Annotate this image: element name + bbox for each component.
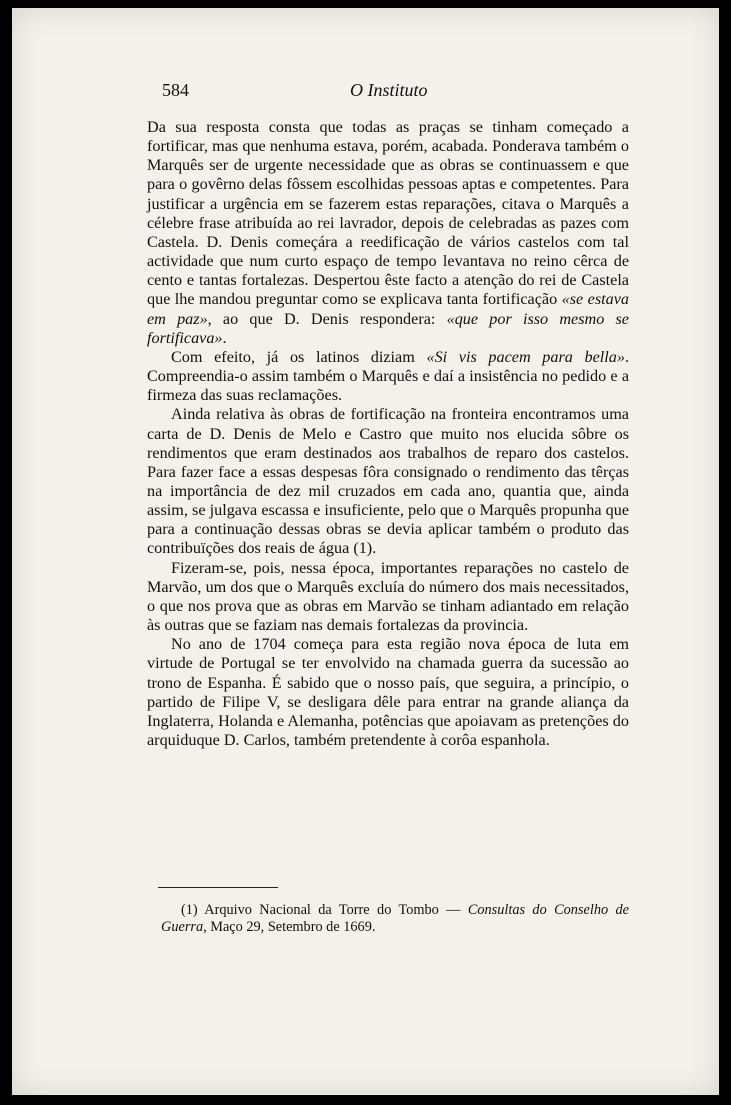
footnote-divider xyxy=(158,887,278,888)
body-text xyxy=(147,118,629,750)
page-number: 584 xyxy=(162,80,189,100)
footnote-source-title: Consultas do Conselho de Guerra, xyxy=(161,902,629,935)
footnote-text-a: (1) Arquivo Nacional da Torre do Tombo — xyxy=(181,902,468,918)
quote-que-por-isso-mesmo: «que por isso mesmo se fortificava» xyxy=(147,309,629,347)
running-title: O Instituto xyxy=(350,80,428,100)
paragraph-1 xyxy=(147,118,629,348)
paragraph-1-text-c: . xyxy=(222,328,227,347)
quote-se-estava-em-paz: «se estava em paz» xyxy=(147,290,629,328)
paragraph-2 xyxy=(147,348,629,405)
footnote xyxy=(161,902,629,936)
quote-si-vis-pacem: «Si vis pacem para bella» xyxy=(426,347,625,366)
paragraph-1-text-b: , ao que D. Denis respondera: xyxy=(207,309,447,328)
paragraph-3: Ainda relativa às obras de fortificação na fronteira encontramos uma carta de D. Denis de Melo e Castro que muito nos elucida sôbre os rendimentos que eram destinados aos trabalhos de reparo dos castelos. Para fazer face a essas despesas fôra consignado o rendimento das têrças na importância de dez mil cruzados em cada ano, quantia que, ainda assim, se julgava escassa e insuficiente, pelo que o Marquês propunha que para a continuação dessas obras se devia aplicar também o produto das contribuïções dos reais de água (1). xyxy=(147,405,629,558)
paragraph-1-text-a: Da sua resposta consta que todas as praças se tinham começado a fortificar, mas que nenhuma estava, porém, acabada. Ponderava também o Marquês ser de urgente necessidade que as obras se continuassem e que para o govêrno delas fôssem escolhidas pessoas aptas e competentes. Para justificar a urgência em se fazerem estas reparações, citava o Marquês a célebre frase atribuída ao rei lavrador, depois de celebradas as pazes com Castela. D. Denis começára a reedificação de vários castelos com tal actividade que num curto espaço de tempo levantava no reino cêrca de cento e tantas fortalezas. Despertou êste facto a atenção do rei de Castela que lhe mandou preguntar como se explicava tanta fortificação xyxy=(147,118,629,309)
paragraph-4: Fizeram-se, pois, nessa época, importantes reparações no castelo de Marvão, um dos que o Marquês excluía do número dos mais necessitados, o que nos prova que as obras em Marvão se tinham adiantado em relação às outras que se faziam nas demais fortalezas da provincia. xyxy=(147,558,629,635)
paragraph-2-text-b: . Compreendia-o assim também o Marquês e daí a insistência no pedido e a firmeza das suas reclamações. xyxy=(147,347,629,405)
page-header xyxy=(162,80,640,104)
paragraph-5: No ano de 1704 começa para esta região nova época de luta em virtude de Portugal se ter envolvido na chamada guerra da sucessão ao trono de Espanha. É sabido que o nosso país, que seguira, a princípio, o partido de Filipe V, se desligara dêle para entrar na grande aliança da Inglaterra, Holanda e Alemanha, potências que apoiavam as pretenções do arquiduque D. Carlos, também pretendente à corôa espanhola. xyxy=(147,635,629,749)
paragraph-2-text-a: Com efeito, já os latinos diziam xyxy=(171,347,427,366)
footnote-text-c: Maço 29, Setembro de 1669. xyxy=(206,919,376,935)
